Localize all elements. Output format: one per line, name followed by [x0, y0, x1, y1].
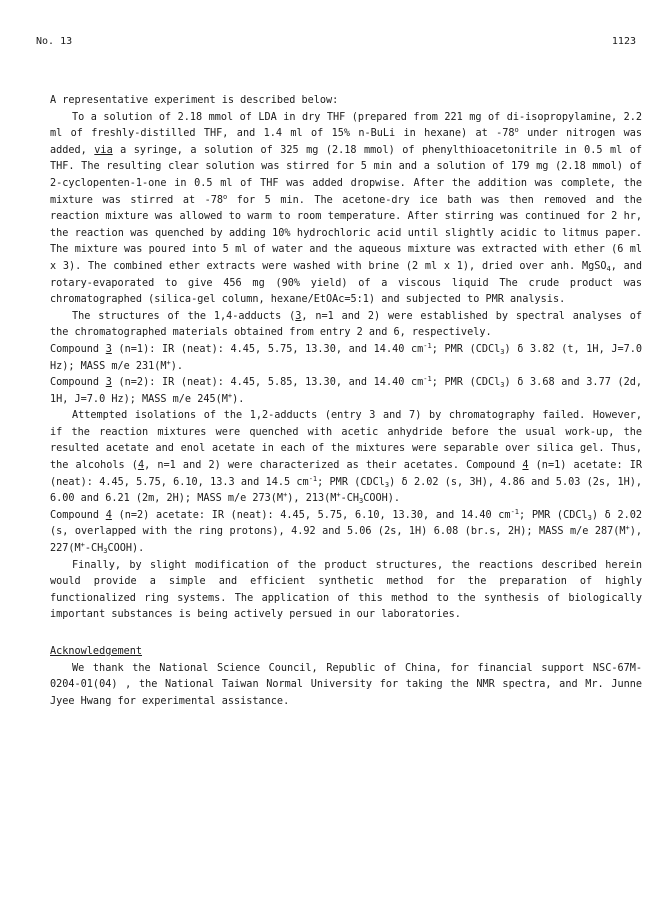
article-body — [50, 93, 642, 710]
page-number: 1123 — [611, 36, 636, 47]
compound3-n1-data: Compound 3 (n=1): IR (neat): 4.45, 5.75, 13.30, and 14.40 $cm^{-1}$; PMR (CDCl$_3$) δ 3.82 (t, 1H, J=7.0 Hz); MASS m/e 231(M+). — [50, 341, 643, 372]
finally-paragraph: Finally, by slight modification of the product structures, the reactions described herein would provide a simple and efficient synthetic method for the preparation of highly functionalized ring systems. The application of this method to the synthesis of biologically important substances is being actively persued in our laboratories. — [50, 559, 642, 621]
intro-line: A representative experiment is described below: — [50, 95, 339, 106]
compound-ref: 3 — [295, 310, 302, 322]
page-header — [36, 36, 636, 47]
compound3-n2-data: Compound 3 (n=2): IR (neat): 4.45, 5.85, 13.30, and 14.40 $cm^{-1}$; PMR (CDCl$_3$) δ 3.68 and 3.77 (2d, 1H, J=7.0 Hz); MASS m/e 245(M+). — [50, 375, 643, 405]
acknowledgement-heading: Acknowledgement — [50, 646, 143, 657]
via-emphasis: via — [94, 144, 113, 156]
compound-ref: 4 — [522, 460, 529, 472]
journal-issue: No. 13 — [36, 36, 73, 47]
attempted-paragraph: Attempted isolations of the 1,2-adducts (entry 3 and 7) by chromatography failed. However, if the reaction mixtures were quenched with acetic anhydride before the usual work-up, the resulted acetate and enol acetate in each of the mixtures were separable over silica gel. Thus, the alcohols (4, n=1 and 2) were characterized as their acetates. Compound 4 (n=1) acetate: IR (neat): 4.45, 5.75, 6.10, 13.3 and 14.5 $cm^{-1}$; PMR (CDCl$_3$) δ 2.02 (s, 3H), 4.86 and 5.03 (2s, 1H), 6.00 and 6.21 (2m, 2H); MASS m/e 273(M+), $213(M^+-CH_3COOH)$. — [50, 410, 643, 506]
experiment-paragraph: To a solution of 2.18 mmol of LDA in dry THF (prepared from 221 mg of di-isopropylamine, 2.2 ml of freshly-distilled THF, and 1.4 ml of 15% n-BuLi in hexane) at -78$^o$ under nitrogen was added, via a syringe, a solution of 325 mg (2.18 mmol) of phenylthioacetonitrile in 0.5 ml of THF. The resulting clear solution was stirred for 5 min and a solution of 179 mg (2.18 mmol) of 2-cyclopenten-1-one in 0.5 ml of THF was added dropwise. After the addition was complete, the mixture was stirred at -78$^o$ for 5 min. The acetone-dry ice bath was then removed and the reaction mixture was allowed to warm to room temperature. After stirring was continued for 2 hr, the reaction was quenched by adding 10% hydrochloric acid until slightly acidic to litmus paper. The mixture was poured into 5 ml of water and the aqueous mixture was extracted with ether (6 ml x 3). The combined ether extracts were washed with brine (2 ml x 1), dried over anh. MgSO$_4$, and rotary-evaporated to give 456 mg (90% yield) of a viscous liquid The crude product was chromatographed (silica-gel column, hexane/EtOAc=5:1) and subjected to PMR analysis. — [50, 111, 643, 306]
compound4-n2-data: Compound 4 (n=2) acetate: IR (neat): 4.45, 5.75, 6.10, 13.30, and 14.40 $cm^{-1}$; PMR (CDCl$_3$) δ 2.02 (s, overlapped with the ring protons), 4.92 and 5.06 (2s, 1H) 6.08 (br.s, 2H); MASS m/e 287(M+), $227(M^+-CH_3COOH)$. — [50, 507, 643, 556]
acknowledgement-text: We thank the National Science Council, Republic of China, for financial support NSC-67M-0204-01(04) , the National Taiwan Normal University for taking the NMR spectra, and Mr. Junne Jyee Hwang for experimental assistance. — [50, 662, 642, 707]
structures-paragraph: The structures of the 1,4-adducts (3, n=1 and 2) were established by spectral analyses of the chromatographed materials obtained from entry 2 and 6, respectively. — [50, 310, 642, 339]
compound-ref: 3 — [105, 343, 112, 355]
compound-ref: 3 — [105, 377, 112, 389]
compound-ref: 4 — [137, 460, 145, 472]
compound-ref: 4 — [105, 509, 112, 521]
